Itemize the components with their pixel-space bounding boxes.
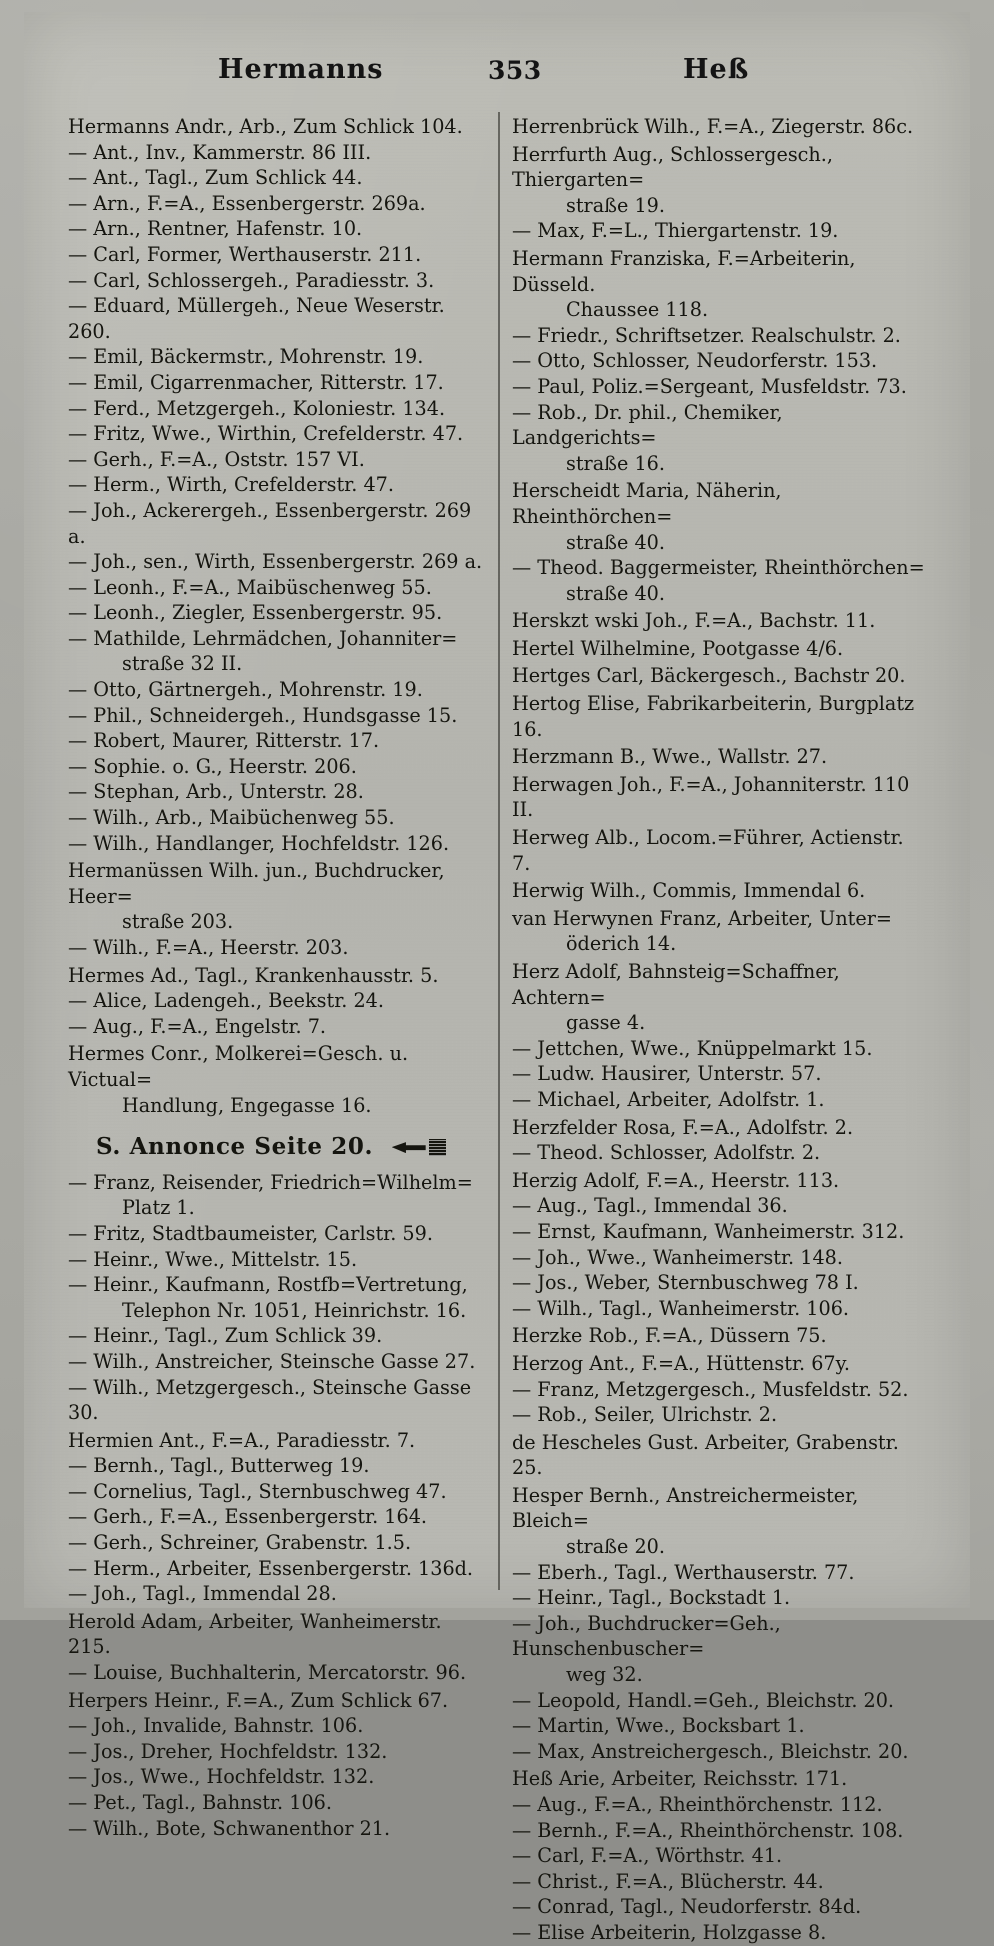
directory-entry xyxy=(68,472,484,498)
directory-entry xyxy=(512,1869,928,1895)
entry-line: — Stephan, Arb., Unterstr. 28. xyxy=(68,779,484,805)
entry-line: Herwig Wilh., Commis, Immendal 6. xyxy=(512,879,866,903)
directory-entry xyxy=(68,1349,484,1375)
entry-line: Herzfelder Rosa, F.=A., Adolfstr. 2. xyxy=(512,1115,854,1139)
entry-line: van Herwynen Franz, Arbeiter, Unter= xyxy=(512,906,892,930)
directory-entry xyxy=(512,323,928,349)
entry-line: Herrfurth Aug., Schlossergesch., Thiergarten= xyxy=(512,142,833,192)
annonce-label: S. Annonce Seite 20. xyxy=(96,1133,374,1161)
directory-entry xyxy=(512,1377,928,1403)
directory-entry xyxy=(68,575,484,601)
directory-entry xyxy=(68,268,484,294)
entry-line: — Gerh., F.=A., Oststr. 157 VI. xyxy=(68,447,484,473)
entry-line: — Jos., Weber, Sternbuschweg 78 I. xyxy=(512,1270,928,1296)
directory-entry xyxy=(68,498,484,549)
entry-line: Telephon Nr. 1051, Heinrichstr. 16. xyxy=(122,1298,467,1322)
entry-line: — Michael, Arbeiter, Adolfstr. 1. xyxy=(512,1087,928,1113)
entry-line: de Hescheles Gust. Arbeiter, Grabenstr. 25. xyxy=(512,1430,899,1480)
entry-line: — Bernh., F.=A., Rheinthörchenstr. 108. xyxy=(512,1818,928,1844)
entry-line: — Aug., F.=A., Engelstr. 7. xyxy=(68,1014,484,1040)
entry-line: — Franz, Reisender, Friedrich=Wilhelm= xyxy=(68,1170,484,1196)
entry-line: — Emil, Cigarrenmacher, Ritterstr. 17. xyxy=(68,370,484,396)
entry-line: — Eberh., Tagl., Werthauserstr. 77. xyxy=(512,1560,928,1586)
directory-entry xyxy=(512,1713,928,1739)
directory-entry xyxy=(68,165,484,191)
directory-entry xyxy=(512,400,928,477)
directory-entry xyxy=(512,691,928,742)
entry-line: Chaussee 118. xyxy=(566,298,709,322)
directory-entry xyxy=(68,1323,484,1349)
entry-line: — Eduard, Müllergeh., Neue Weserstr. 260. xyxy=(68,293,484,344)
annonce-banner[interactable] xyxy=(68,1134,484,1160)
directory-entry xyxy=(512,1140,928,1166)
entry-line: — Ferd., Metzgergeh., Koloniestr. 134. xyxy=(68,396,484,422)
entry-line: Herrenbrück Wilh., F.=A., Ziegerstr. 86c. xyxy=(512,115,914,138)
directory-entry xyxy=(68,1453,484,1479)
directory-entry xyxy=(512,478,928,555)
entry-line: Handlung, Engegasse 16. xyxy=(122,1093,372,1117)
entry-line: — Carl, F.=A., Wörthstr. 41. xyxy=(512,1843,928,1869)
directory-entry xyxy=(512,1115,928,1141)
directory-entry xyxy=(512,555,928,606)
directory-entry xyxy=(68,963,484,989)
entry-line: — Max, F.=L., Thiergartenstr. 19. xyxy=(512,218,928,244)
directory-entry xyxy=(512,744,928,770)
entry-line: — Pet., Tagl., Bahnstr. 106. xyxy=(68,1790,484,1816)
left-column-entries-after-annonce xyxy=(68,1170,484,1841)
entry-line: — Martin, Wwe., Bocksbart 1. xyxy=(512,1713,928,1739)
entry-line: — Joh., sen., Wirth, Essenbergerstr. 269 a. xyxy=(68,549,484,575)
directory-entry xyxy=(68,344,484,370)
entry-line: Hertges Carl, Bäckergesch., Bachstr 20. xyxy=(512,664,906,688)
entry-line: — Paul, Poliz.=Sergeant, Musfeldstr. 73. xyxy=(512,374,928,400)
directory-entry xyxy=(512,1036,928,1062)
directory-entry xyxy=(68,114,484,140)
entry-line: — Ernst, Kaufmann, Wanheimerstr. 312. xyxy=(512,1219,928,1245)
entry-line: — Christ., F.=A., Blücherstr. 44. xyxy=(512,1869,928,1895)
directory-entry xyxy=(68,1581,484,1607)
entry-line: Hermien Ant., F.=A., Paradiesstr. 7. xyxy=(68,1428,416,1452)
directory-entry xyxy=(68,1688,484,1714)
directory-entry xyxy=(512,1920,928,1946)
directory-entry xyxy=(512,1792,928,1818)
entry-line: — Leopold, Handl.=Geh., Bleichstr. 20. xyxy=(512,1688,928,1714)
entry-line: Platz 1. xyxy=(122,1196,195,1220)
entry-line: — Joh., Wwe., Wanheimerstr. 148. xyxy=(512,1245,928,1271)
entry-line: straße 19. xyxy=(566,193,665,217)
entry-line: — Elise Arbeiterin, Holzgasse 8. xyxy=(512,1920,928,1946)
directory-entry xyxy=(68,1816,484,1842)
entry-line: — Bernh., Tagl., Butterweg 19. xyxy=(68,1453,484,1479)
entry-line: Herskzt wski Joh., F.=A., Bachstr. 11. xyxy=(512,609,876,633)
directory-entry xyxy=(512,1168,928,1194)
directory-entry xyxy=(68,703,484,729)
directory-entry xyxy=(68,779,484,805)
entry-line: — Conrad, Tagl., Neudorferstr. 84d. xyxy=(512,1894,928,1920)
directory-entry xyxy=(512,1560,928,1586)
entry-line: Hermes Ad., Tagl., Krankenhausstr. 5. xyxy=(68,963,439,987)
entry-line: straße 20. xyxy=(566,1535,665,1559)
directory-entry xyxy=(512,1351,928,1377)
entry-line: — Sophie. o. G., Heerstr. 206. xyxy=(68,754,484,780)
entry-line: — Carl, Schlossergeh., Paradiesstr. 3. xyxy=(68,268,484,294)
directory-entry xyxy=(512,878,928,904)
entry-line: Hesper Bernh., Anstreichermeister, Bleich= xyxy=(512,1483,859,1533)
entry-line: — Joh., Tagl., Immendal 28. xyxy=(68,1581,484,1607)
entry-line: Herpers Heinr., F.=A., Zum Schlick 67. xyxy=(68,1688,449,1712)
directory-entry xyxy=(512,1818,928,1844)
left-column-entries xyxy=(68,114,484,1118)
entry-line: — Cornelius, Tagl., Sternbuschweg 47. xyxy=(68,1479,484,1505)
directory-entry xyxy=(68,191,484,217)
directory-entry xyxy=(68,1247,484,1273)
entry-line: straße 203. xyxy=(122,910,234,934)
directory-entry xyxy=(68,831,484,857)
entry-line: — Joh., Ackerergeh., Essenbergerstr. 269 a. xyxy=(68,498,484,549)
directory-entry xyxy=(68,242,484,268)
entry-line: — Joh., Invalide, Bahnstr. 106. xyxy=(68,1713,484,1739)
directory-entry xyxy=(68,1713,484,1739)
directory-entry xyxy=(512,825,928,876)
entry-line: — Wilh., Tagl., Wanheimerstr. 106. xyxy=(512,1296,928,1322)
entry-line: — Wilh., Metzgergesch., Steinsche Gasse 30. xyxy=(68,1375,484,1426)
directory-entry xyxy=(68,549,484,575)
entry-line: — Wilh., Anstreicher, Steinsche Gasse 27. xyxy=(68,1349,484,1375)
entry-line: — Heinr., Wwe., Mittelstr. 15. xyxy=(68,1247,484,1273)
entry-line: Herscheidt Maria, Näherin, Rheinthörchen= xyxy=(512,479,782,528)
entry-line: Hertog Elise, Fabrikarbeiterin, Burgplatz 16. xyxy=(512,692,915,741)
directory-entry xyxy=(68,1556,484,1582)
entry-line: Hertel Wilhelmine, Pootgasse 4/6. xyxy=(512,636,844,660)
entry-line: — Jos., Dreher, Hochfeldstr. 132. xyxy=(68,1739,484,1765)
directory-entry xyxy=(68,677,484,703)
entry-line: Herz Adolf, Bahnsteig=Schaffner, Achtern= xyxy=(512,960,840,1009)
entry-line: straße 40. xyxy=(566,530,665,554)
directory-entry xyxy=(512,348,928,374)
entry-line: — Fritz, Stadtbaumeister, Carlstr. 59. xyxy=(68,1221,484,1247)
entry-line: — Ant., Inv., Kammerstr. 86 III. xyxy=(68,140,484,166)
entry-line: — Heinr., Kaufmann, Rostfb=Vertretung, xyxy=(68,1272,484,1298)
directory-entry xyxy=(512,1061,928,1087)
entry-line: öderich 14. xyxy=(566,932,677,956)
entry-line: straße 32 II. xyxy=(122,652,243,676)
entry-line: — Leonh., F.=A., Maibüschenweg 55. xyxy=(68,575,484,601)
entry-line: — Aug., Tagl., Immendal 36. xyxy=(512,1193,928,1219)
entry-line: — Aug., F.=A., Rheinthörchenstr. 112. xyxy=(512,1792,928,1818)
directory-entry xyxy=(68,1790,484,1816)
entry-line: — Wilh., Handlanger, Hochfeldstr. 126. xyxy=(68,831,484,857)
directory-entry xyxy=(68,1609,484,1660)
directory-entry xyxy=(512,608,928,634)
directory-entry xyxy=(512,1270,928,1296)
entry-line: — Theod. Schlosser, Adolfstr. 2. xyxy=(512,1140,928,1166)
directory-entry xyxy=(68,1479,484,1505)
entry-line: — Heinr., Tagl., Bockstadt 1. xyxy=(512,1585,928,1611)
entry-line: — Carl, Former, Werthauserstr. 211. xyxy=(68,242,484,268)
directory-entry xyxy=(68,935,484,961)
directory-entry xyxy=(512,246,928,323)
directory-entry xyxy=(68,1041,484,1118)
column-divider xyxy=(498,112,500,1590)
directory-entry xyxy=(68,1170,484,1221)
directory-entry xyxy=(512,906,928,957)
directory-entry xyxy=(68,1739,484,1765)
directory-entry xyxy=(512,1430,928,1481)
entry-line: — Gerh., F.=A., Essenbergerstr. 164. xyxy=(68,1504,484,1530)
entry-line: Herold Adam, Arbeiter, Wanheimerstr. 215. xyxy=(68,1609,442,1659)
directory-entry xyxy=(512,1611,928,1688)
entry-line: — Arn., Rentner, Hafenstr. 10. xyxy=(68,216,484,242)
header-right-keyword: Heß xyxy=(683,54,750,85)
directory-entry xyxy=(68,293,484,344)
directory-entry xyxy=(68,1530,484,1556)
pointing-hand-icon xyxy=(392,1139,446,1156)
directory-entry xyxy=(512,114,928,140)
entry-line: — Wilh., F.=A., Heerstr. 203. xyxy=(68,935,484,961)
directory-entry xyxy=(68,600,484,626)
directory-entry xyxy=(512,1245,928,1271)
entry-line: — Herm., Wirth, Crefelderstr. 47. xyxy=(68,472,484,498)
directory-entry xyxy=(512,959,928,1036)
entry-line: — Fritz, Wwe., Wirthin, Crefelderstr. 47. xyxy=(68,421,484,447)
directory-entry xyxy=(68,1375,484,1426)
directory-entry xyxy=(68,1764,484,1790)
directory-entry xyxy=(68,1660,484,1686)
directory-entry xyxy=(512,1193,928,1219)
directory-entry xyxy=(68,1014,484,1040)
directory-entry xyxy=(68,216,484,242)
directory-entry xyxy=(512,1688,928,1714)
entry-line: — Franz, Metzgergesch., Musfeldstr. 52. xyxy=(512,1377,928,1403)
entry-line: straße 16. xyxy=(566,451,665,475)
directory-entry xyxy=(68,754,484,780)
entry-line: — Max, Anstreichergesch., Bleichstr. 20. xyxy=(512,1739,928,1765)
entry-line: — Wilh., Bote, Schwanenthor 21. xyxy=(68,1816,484,1842)
directory-entry xyxy=(512,218,928,244)
directory-entry xyxy=(68,988,484,1014)
entry-line: — Rob., Dr. phil., Chemiker, Landgerichts= xyxy=(512,400,928,451)
directory-entry xyxy=(512,772,928,823)
scanned-page xyxy=(24,12,970,1944)
entry-line: — Jettchen, Wwe., Knüppelmarkt 15. xyxy=(512,1036,928,1062)
entry-line: Herweg Alb., Locom.=Führer, Actienstr. 7. xyxy=(512,826,904,875)
entry-line: — Joh., Buchdrucker=Geh., Hunschenbuscher= xyxy=(512,1611,928,1662)
entry-line: — Ludw. Hausirer, Unterstr. 57. xyxy=(512,1061,928,1087)
directory-entry xyxy=(68,370,484,396)
directory-entry xyxy=(512,1483,928,1560)
page-header xyxy=(68,54,974,96)
directory-entry xyxy=(512,1585,928,1611)
entry-line: — Alice, Ladengeh., Beekstr. 24. xyxy=(68,988,484,1014)
page-number: 353 xyxy=(488,56,542,85)
directory-entry xyxy=(68,1272,484,1323)
directory-entry xyxy=(512,1219,928,1245)
directory-entry xyxy=(512,374,928,400)
directory-entry xyxy=(68,447,484,473)
entry-line: — Mathilde, Lehrmädchen, Johanniter= xyxy=(68,626,484,652)
entry-line: — Theod. Baggermeister, Rheinthörchen= xyxy=(512,555,928,581)
header-left-keyword: Hermanns xyxy=(218,54,384,85)
entry-line: straße 40. xyxy=(566,581,665,605)
directory-entry xyxy=(68,396,484,422)
entry-line: — Robert, Maurer, Ritterstr. 17. xyxy=(68,728,484,754)
right-column xyxy=(512,112,928,1946)
entry-line: Hermanüssen Wilh. jun., Buchdrucker, Heer= xyxy=(68,859,445,908)
entry-line: — Phil., Schneidergeh., Hundsgasse 15. xyxy=(68,703,484,729)
directory-entry xyxy=(512,1894,928,1920)
entry-line: — Arn., F.=A., Essenbergerstr. 269a. xyxy=(68,191,484,217)
directory-entry xyxy=(512,142,928,219)
entry-line: Herzmann B., Wwe., Wallstr. 27. xyxy=(512,745,828,769)
entry-line: Herzig Adolf, F.=A., Heerstr. 113. xyxy=(512,1168,840,1192)
entry-line: Heß Arie, Arbeiter, Reichsstr. 171. xyxy=(512,1767,848,1791)
directory-entry xyxy=(68,140,484,166)
directory-entry xyxy=(68,1428,484,1454)
directory-entry xyxy=(512,1296,928,1322)
right-column-entries xyxy=(512,114,928,1946)
entry-line: — Gerh., Schreiner, Grabenstr. 1.5. xyxy=(68,1530,484,1556)
directory-entry xyxy=(512,1766,928,1792)
directory-entry xyxy=(68,858,484,935)
entry-line: gasse 4. xyxy=(566,1011,646,1035)
directory-entry xyxy=(512,1739,928,1765)
entry-line: weg 32. xyxy=(566,1663,643,1687)
entry-line: — Herm., Arbeiter, Essenbergerstr. 136d. xyxy=(68,1556,484,1582)
entry-line: — Ant., Tagl., Zum Schlick 44. xyxy=(68,165,484,191)
directory-entry xyxy=(68,1504,484,1530)
entry-line: — Louise, Buchhalterin, Mercatorstr. 96. xyxy=(68,1660,484,1686)
directory-entry xyxy=(512,1087,928,1113)
entry-line: Hermanns Andr., Arb., Zum Schlick 104. xyxy=(68,115,463,138)
entry-line: — Heinr., Tagl., Zum Schlick 39. xyxy=(68,1323,484,1349)
entry-line: — Leonh., Ziegler, Essenbergerstr. 95. xyxy=(68,600,484,626)
directory-entry xyxy=(512,1402,928,1428)
directory-entry xyxy=(68,805,484,831)
entry-line: Herwagen Joh., F.=A., Johanniterstr. 110 II. xyxy=(512,772,910,822)
entry-line: — Emil, Bäckermstr., Mohrenstr. 19. xyxy=(68,344,484,370)
entry-line: Herzke Rob., F.=A., Düssern 75. xyxy=(512,1324,827,1348)
directory-entry xyxy=(512,636,928,662)
entry-line: — Otto, Schlosser, Neudorferstr. 153. xyxy=(512,348,928,374)
directory-entry xyxy=(512,1323,928,1349)
entry-line: Herzog Ant., F.=A., Hüttenstr. 67y. xyxy=(512,1351,851,1375)
entry-line: — Friedr., Schriftsetzer. Realschulstr. 2. xyxy=(512,323,928,349)
entry-line: — Wilh., Arb., Maibüchenweg 55. xyxy=(68,805,484,831)
left-column xyxy=(68,112,484,1841)
directory-entry xyxy=(512,663,928,689)
directory-entry xyxy=(512,1843,928,1869)
directory-entry xyxy=(68,626,484,677)
entry-line: — Otto, Gärtnergeh., Mohrenstr. 19. xyxy=(68,677,484,703)
entry-line: — Rob., Seiler, Ulrichstr. 2. xyxy=(512,1402,928,1428)
directory-entry xyxy=(68,421,484,447)
entry-line: — Jos., Wwe., Hochfeldstr. 132. xyxy=(68,1764,484,1790)
directory-entry xyxy=(68,1221,484,1247)
entry-line: Hermes Conr., Molkerei=Gesch. u. Victual= xyxy=(68,1042,409,1091)
directory-entry xyxy=(68,728,484,754)
entry-line: Hermann Franziska, F.=Arbeiterin, Düsseld. xyxy=(512,246,856,296)
